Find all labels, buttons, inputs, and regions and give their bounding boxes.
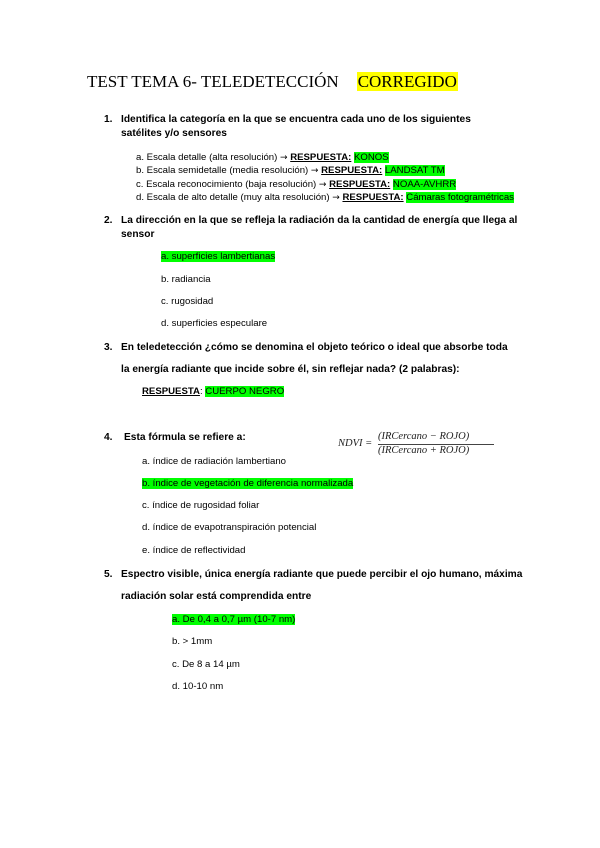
question-number: 4. — [104, 432, 113, 443]
question-text-line2: radiación solar está comprendida entre — [121, 591, 312, 602]
question-text-line2: la energía radiante que incide sobre él, sin reflejar nada? (2 palabras): — [121, 364, 460, 375]
option-b: b. índice de vegetación de diferencia normalizada — [142, 478, 354, 489]
answer-label: RESPUESTA: — [321, 165, 383, 176]
question-text-line2: sensor — [121, 229, 155, 240]
answer-label: RESPUESTA: — [342, 192, 404, 203]
question-text-line1: Identifica la categoría en la que se encuentra cada uno de los siguientes — [121, 114, 471, 125]
question-text-line1: Espectro visible, única energía radiante que puede percibir el ojo humano, máxima — [121, 569, 523, 580]
arrow-icon: → — [332, 193, 340, 203]
option-a: a. De 0,4 a 0,7 µm (10-7 nm) — [172, 614, 296, 625]
question-text-line1: Esta fórmula se refiere a: — [124, 432, 246, 443]
option-b: b. radiancia — [161, 274, 211, 285]
answer-value: Cámaras fotogramétricas — [406, 192, 514, 203]
formula-denominator: (IRCercano + ROJO) — [378, 445, 470, 456]
option-c: c. rugosidad — [161, 296, 214, 307]
question-text-line1: En teledetección ¿cómo se denomina el objeto teórico o ideal que absorbe toda — [121, 342, 508, 353]
question-number: 3. — [104, 342, 113, 353]
corrected-badge: CORREGIDO — [357, 72, 457, 91]
option-d: d. superficies especulare — [161, 318, 268, 329]
title-main: TEST TEMA 6- TELEDETECCIÓN — [87, 72, 339, 91]
question-text-line2: satélites y/o sensores — [121, 128, 227, 139]
option-b: b. > 1mm — [172, 636, 213, 647]
question-text-line1: La dirección en la que se refleja la radiación da la cantidad de energía que llega al — [121, 215, 518, 226]
option-a: a. Escala detalle (alta resolución) → RESPUESTA: KONOS — [136, 152, 389, 163]
question-number: 5. — [104, 569, 113, 580]
option-d: d. 10-10 nm — [172, 681, 224, 692]
question-number: 2. — [104, 215, 113, 226]
formula-lhs: NDVI = — [338, 438, 373, 449]
option-b: b. Escala semidetalle (media resolución) → RESPUESTA: LANDSAT TM — [136, 165, 445, 176]
arrow-icon: → — [318, 180, 327, 190]
arrow-icon: → — [279, 153, 288, 163]
option-a: a. índice de radiación lambertiano — [142, 456, 286, 467]
answer-label: RESPUESTA: — [329, 179, 391, 190]
answer-value: LANDSAT TM — [384, 165, 445, 176]
answer-label: RESPUESTA — [142, 386, 200, 397]
answer-value: CUERPO NEGRO — [205, 386, 285, 397]
option-c: c. Escala reconocimiento (baja resolución) → RESPUESTA: NOAA-AVHRR — [136, 179, 457, 190]
answer: RESPUESTA: CUERPO NEGRO — [142, 386, 285, 397]
option-c: c. De 8 a 14 µm — [172, 659, 240, 670]
answer-value: KONOS — [354, 152, 389, 163]
page-title — [87, 72, 458, 92]
option-d: d. Escala de alto detalle (muy alta resolución) → RESPUESTA: Cámaras fotogramétricas — [136, 192, 514, 203]
answer-value: NOAA-AVHRR — [392, 179, 457, 190]
arrow-icon: → — [310, 166, 319, 176]
option-d: d. índice de evapotranspiración potencial — [142, 522, 317, 533]
answer-label: RESPUESTA: — [290, 152, 352, 163]
option-e: e. índice de reflectividad — [142, 545, 246, 556]
option-c: c. índice de rugosidad foliar — [142, 500, 260, 511]
formula-numerator: (IRCercano − ROJO) — [378, 431, 470, 442]
option-a: a. superficies lambertianas — [161, 251, 276, 262]
question-number: 1. — [104, 114, 113, 125]
